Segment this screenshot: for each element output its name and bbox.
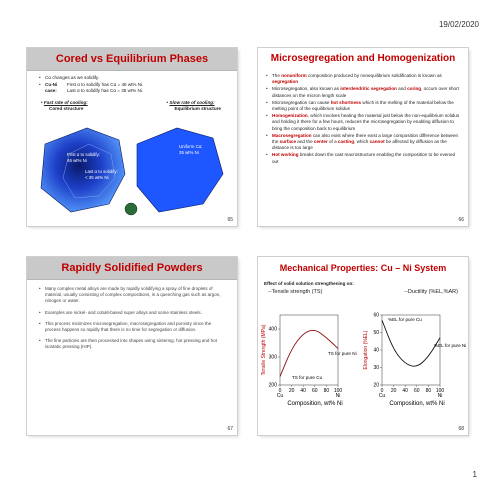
bullet: • This process minimizes microsegregation, macrosegregation and porosity since the process happens so rapidly that there is no time for segregation or diffusion. xyxy=(39,321,227,333)
x-tick-label: 40 xyxy=(300,388,306,394)
bullet-text: Hot working breaks down the cast macrostructure enabling the composition to be evened out xyxy=(272,152,456,164)
bullet: • Microsegregation, also known as interdendritic segregation and coring, occurs over short distances on the micron length scale xyxy=(266,86,459,98)
bullet-text: Microsegregation can cause hot shortness which is the melting of the material below the melting point of the equilibrium solidus xyxy=(272,99,454,112)
slide-67 xyxy=(27,257,237,435)
bullet: • Hot working breaks down the cast macrostructure enabling the composition to be evened out xyxy=(266,152,460,164)
x-tick-label: 100 xyxy=(435,388,445,394)
bullet-text: This process minimizes microsegregation, macrosegregation and porosity since the process happens so rapidly that there is no time for segregation or diffusion. xyxy=(45,320,212,333)
annotation-el-pure-cu: %EL for pure Cu xyxy=(388,317,422,322)
slide-number: 66 xyxy=(458,217,464,223)
bullet: • Macrosegregation can also exist where there exist a large composition difference between the surface and the center of a casting, which cannot be affected by diffusion as the distance is too large xyxy=(266,132,459,151)
uniform-value: 35 wt% Ni xyxy=(179,150,199,155)
plot-frame xyxy=(382,315,440,385)
bullet-text: The nonuniform composition produced by nonequilibrium solidification is known as segregation xyxy=(272,73,442,85)
bullet-text: Many complex metal alloys are made by rapidly solidifying a spray of fine droplets of material, usually consisting of complex compositions, in a quenching gas such as argon, nitrogen or water. xyxy=(45,286,221,304)
x-tick-label: 40 xyxy=(402,388,408,394)
x-end-label-ni: Ni xyxy=(437,393,443,399)
last-label: Last α to solidify: xyxy=(85,169,118,174)
y-tick-label: 200 xyxy=(268,382,277,389)
y-axis-label: Tensile Strength (MPa) xyxy=(261,324,267,376)
bullet-text: The fine particles are then processed into shapes using sintering, hot pressing and hot isostatic pressing (HIP). xyxy=(45,338,217,350)
slide-title-banner xyxy=(27,257,237,280)
slide-title: Cored vs Equilibrium Phases xyxy=(55,53,209,65)
slide-number: 67 xyxy=(227,426,233,432)
bullet-text: Homogenization, which involves heating the material just below the non-equilibrium solidus and holding it there for a few hours, reduces the microsegregation by enabling diffusion to bring the composition back to equilibrium xyxy=(272,113,460,131)
slide-title-banner xyxy=(258,257,468,279)
equilibrium-grain xyxy=(137,128,223,212)
slide-66 xyxy=(258,48,468,226)
x-end-label-cu: Cu xyxy=(378,393,386,399)
x-tick-label: 0 xyxy=(278,388,282,394)
micrograph-inset xyxy=(125,203,137,215)
y-tick-label: 300 xyxy=(268,354,277,361)
slide-65 xyxy=(27,48,237,226)
annotation-ts-pure-ni: TS for pure Ni xyxy=(328,351,357,356)
last-value: < 35 wt% Ni xyxy=(85,175,109,180)
cored-structure-label: Cored structure xyxy=(49,106,84,111)
annotation-ts-pure-cu: TS for pure Cu xyxy=(292,375,323,380)
slow-cooling-label: Slow rate of cooling: xyxy=(169,100,215,105)
x-axis-label: Composition, wt% Ni xyxy=(389,401,445,407)
bullet-text: Macrosegregation can also exist where there exist a large composition difference between the surface and the center of a casting, which cannot be affected by diffusion as the distance is too large xyxy=(272,132,459,151)
slide-title-banner xyxy=(27,48,237,71)
y-tick-label: 400 xyxy=(268,326,277,333)
bullet: • Microsegregation can cause hot shortness which is the melting of the material below the melting point of the equilibrium solidus xyxy=(266,100,460,112)
bullet: • Many complex metal alloys are made by rapidly solidifying a spray of fine droplets of material, usually consisting of complex compositions, in a quenching gas such as argon, nitrogen or water. xyxy=(39,286,227,305)
x-end-label-cu: Cu xyxy=(276,393,284,399)
x-tick-label: 60 xyxy=(312,388,318,394)
slide-68 xyxy=(258,257,468,435)
header-date: 19/02/2020 xyxy=(438,20,479,29)
y-tick-label: 40 xyxy=(373,347,379,354)
x-tick-label: 20 xyxy=(390,388,397,394)
slide-title: Rapidly Solidified Powders xyxy=(61,262,203,274)
slide-title: Mechanical Properties: Cu – Ni System xyxy=(279,263,447,273)
ductility-label: --Ductility (%EL,%AR) xyxy=(404,289,458,295)
slide-title-banner xyxy=(258,48,468,70)
microstructure-diagram xyxy=(27,116,237,226)
x-tick-label: 0 xyxy=(380,388,384,394)
y-tick-label: 50 xyxy=(373,330,379,336)
x-tick-label: 100 xyxy=(333,388,343,394)
bullet: • The fine particles are then processed into shapes using sintering, hot pressing and hot isostatic pressing (HIP). xyxy=(39,338,227,350)
bullet-line: First α to solidify has Cα = 46 wt% Ni. xyxy=(67,82,144,87)
annotation-el-pure-ni: %EL for pure Ni xyxy=(434,343,467,348)
slide-body xyxy=(27,280,237,351)
bullet-text: Examples are nickel- and cobalt-based super alloys and some stainless steels. xyxy=(45,309,202,315)
mechanical-charts xyxy=(258,307,468,427)
first-label: First α to solidify: xyxy=(67,152,101,157)
y-tick-label: 30 xyxy=(373,365,379,371)
slide-body xyxy=(258,279,468,295)
effect-label: Effect of solid solution strengthening on: xyxy=(264,281,354,286)
bullet: • Examples are nickel- and cobalt-based super alloys and some stainless steels. xyxy=(39,310,227,316)
x-axis-label: Composition, wt% Ni xyxy=(287,401,343,407)
bullet-text: Microsegregation, also known as interdendritic segregation and coring, occurs over short distances on the micron length scale xyxy=(272,86,459,98)
slide-number: 65 xyxy=(227,217,233,223)
uniform-label: Uniform Cα: xyxy=(179,144,203,149)
equilibrium-structure-label: Equilibrium structure xyxy=(174,106,221,111)
bullet: • Homogenization, which involves heating the material just below the non-equilibrium solidus and holding it there for a few hours, reduces the microsegregation by enabling diffusion to bring the composition back to equilibrium xyxy=(266,113,460,131)
x-tick-label: 20 xyxy=(288,388,295,394)
slide-body: • Cα changes as we solidify. • Cu-Ni case: First α to solidify has Cα = 46 wt% Ni. Last α to solidify has Cα = 35 wt% Ni. • Fast rate of cooling: Cored structure • Slow rate of cooling: Equilibrium structure xyxy=(27,71,237,112)
bullet-text: Cα changes as we solidify. xyxy=(45,75,100,80)
bullet: • The nonuniform composition produced by nonequilibrium solidification is known as segregation xyxy=(266,73,460,85)
slide-number: 68 xyxy=(458,426,464,432)
y-tick-label: 60 xyxy=(373,312,379,319)
x-tick-label: 60 xyxy=(414,388,420,394)
bullet-line: Last α to solidify has Cα = 35 wt% Ni. xyxy=(67,88,144,93)
x-end-label-ni: Ni xyxy=(335,393,341,399)
slide-body xyxy=(258,70,468,165)
x-tick-label: 80 xyxy=(425,388,432,394)
page-number: 1 xyxy=(472,470,477,479)
first-value: 46 wt% Ni xyxy=(67,158,87,163)
bullet-label: Cu-Ni case: xyxy=(45,82,58,93)
x-tick-label: 80 xyxy=(323,388,330,394)
slide-title: Microsegregation and Homogenization xyxy=(270,53,456,64)
ts-label: --Tensile strength (TS) xyxy=(268,289,323,295)
y-axis-label: Elongation (%EL) xyxy=(363,330,369,370)
fast-cooling-label: Fast rate of cooling: xyxy=(43,100,88,105)
y-tick-label: 20 xyxy=(373,382,379,389)
